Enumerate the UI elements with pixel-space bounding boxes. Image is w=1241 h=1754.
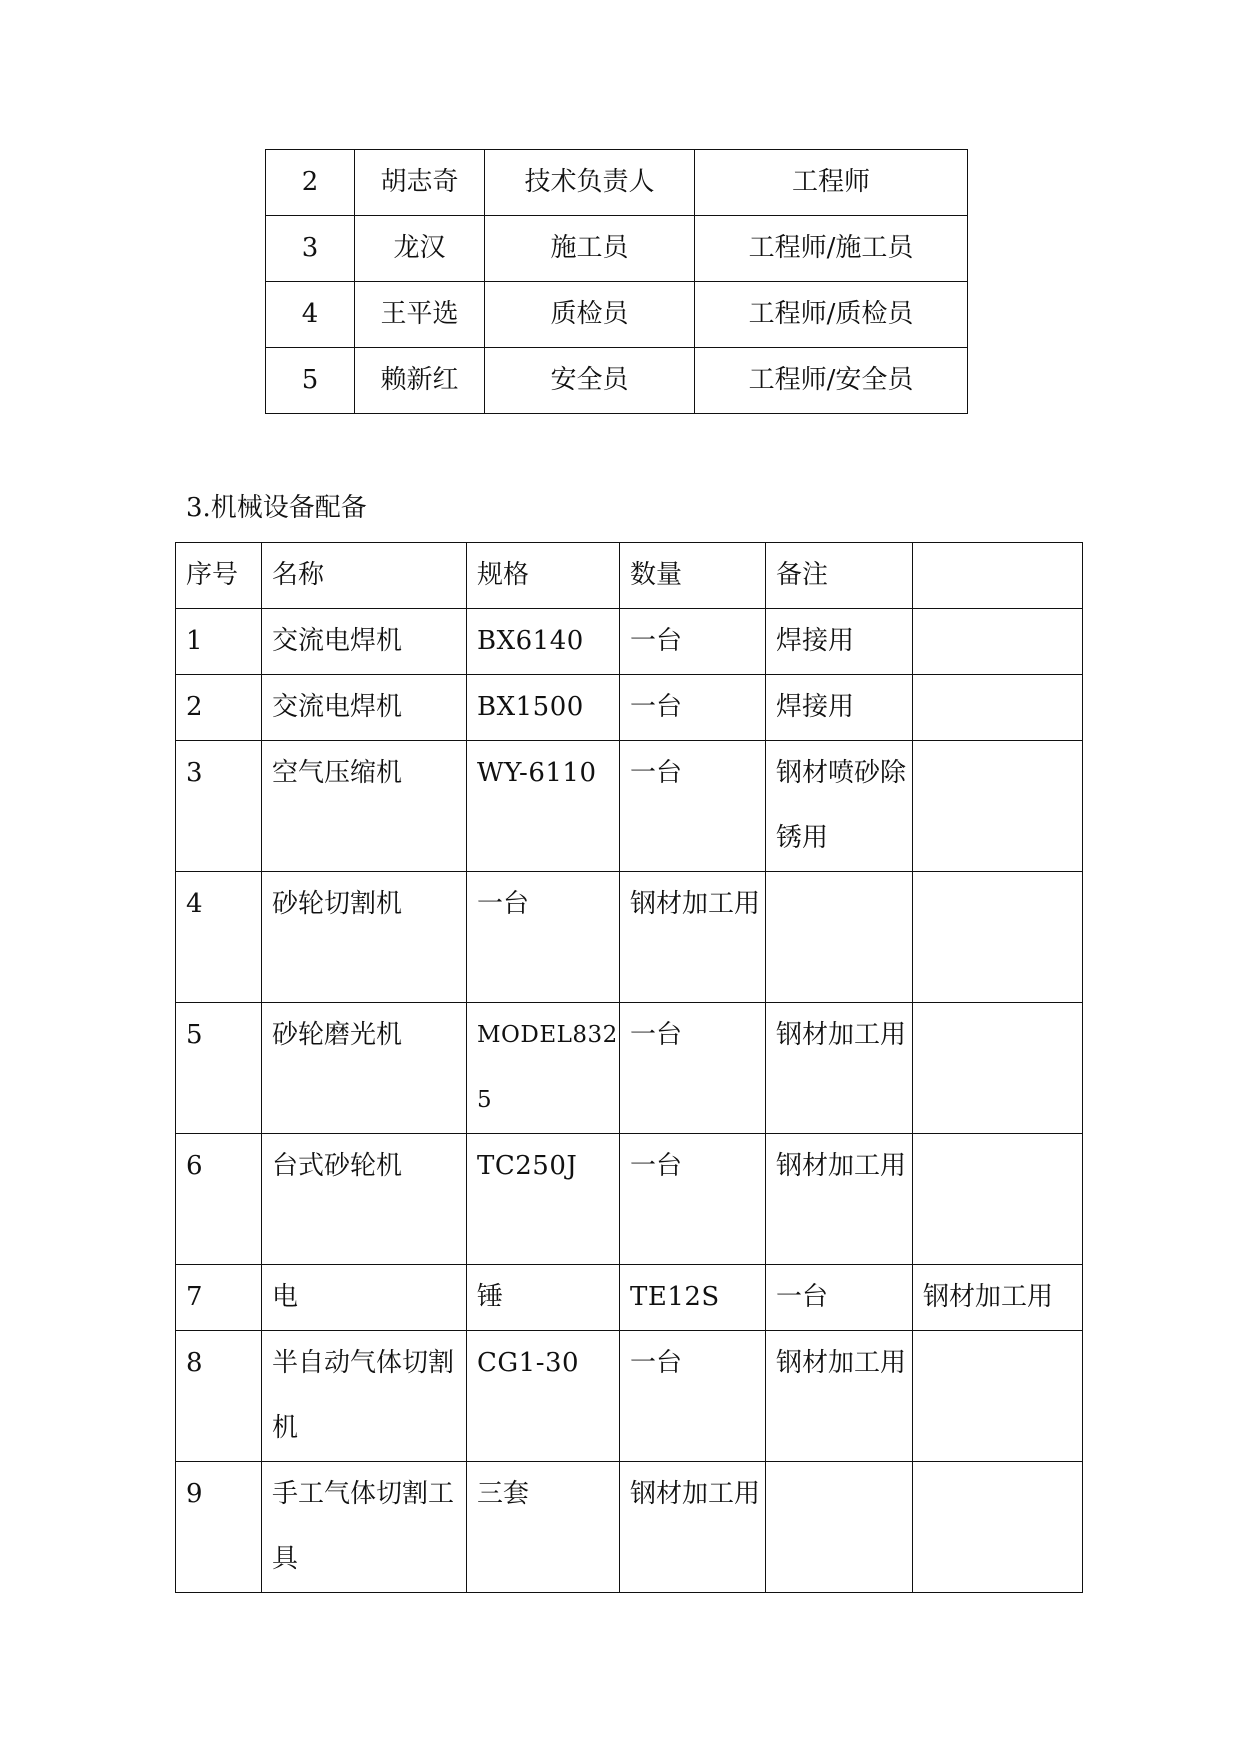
table-cell: 半自动气体切割机 [262, 1331, 467, 1462]
table-cell: 6 [176, 1134, 262, 1265]
table-header-row [176, 543, 1083, 609]
staff-role: 技术负责人 [485, 150, 695, 216]
table-row [176, 1331, 1083, 1462]
staff-role: 安全员 [485, 348, 695, 414]
table-cell: 一台 [620, 1331, 766, 1462]
table-cell [913, 1462, 1083, 1593]
table-row [176, 675, 1083, 741]
staff-title: 工程师/质检员 [695, 282, 968, 348]
table-cell: 空气压缩机 [262, 741, 467, 872]
table-cell: BX6140 [467, 609, 620, 675]
staff-index: 2 [266, 150, 355, 216]
table-row [266, 282, 968, 348]
table-row [176, 1003, 1083, 1134]
header-cell-quantity: 数量 [620, 543, 766, 609]
table-cell: 3 [176, 741, 262, 872]
table-cell: TE12S [620, 1265, 766, 1331]
table-cell: 钢材喷砂除锈用 [766, 741, 913, 872]
table-cell [766, 1462, 913, 1593]
staff-title: 工程师 [695, 150, 968, 216]
header-cell-remark: 备注 [766, 543, 913, 609]
staff-title: 工程师/安全员 [695, 348, 968, 414]
table-cell: 7 [176, 1265, 262, 1331]
table-cell: BX1500 [467, 675, 620, 741]
table-cell: WY-6110 [467, 741, 620, 872]
staff-index: 3 [266, 216, 355, 282]
table-row [176, 1134, 1083, 1265]
header-cell-index: 序号 [176, 543, 262, 609]
header-cell-name: 名称 [262, 543, 467, 609]
staff-role: 施工员 [485, 216, 695, 282]
table-cell: 交流电焊机 [262, 675, 467, 741]
table-cell [913, 741, 1083, 872]
table-row [176, 741, 1083, 872]
table-cell: 钢材加工用 [766, 1134, 913, 1265]
table-cell [913, 675, 1083, 741]
staff-title: 工程师/施工员 [695, 216, 968, 282]
table-row [176, 1265, 1083, 1331]
table-cell: 一台 [620, 1134, 766, 1265]
table-cell: 焊接用 [766, 609, 913, 675]
table-cell [766, 872, 913, 1003]
header-cell-spec: 规格 [467, 543, 620, 609]
table-cell: 焊接用 [766, 675, 913, 741]
table-cell: 三套 [467, 1462, 620, 1593]
staff-name: 胡志奇 [355, 150, 485, 216]
table-cell: 钢材加工用 [620, 1462, 766, 1593]
table-cell: 1 [176, 609, 262, 675]
table-cell [913, 609, 1083, 675]
table-row [266, 150, 968, 216]
table-cell: 一台 [467, 872, 620, 1003]
table-cell [913, 1003, 1083, 1134]
table-row [176, 872, 1083, 1003]
staff-role: 质检员 [485, 282, 695, 348]
equipment-table [175, 542, 1083, 1593]
staff-name: 龙汉 [355, 216, 485, 282]
staff-table [265, 149, 968, 414]
table-cell: 4 [176, 872, 262, 1003]
table-cell: 一台 [620, 675, 766, 741]
header-cell-empty [913, 543, 1083, 609]
table-cell: 8 [176, 1331, 262, 1462]
table-row [266, 216, 968, 282]
staff-index: 5 [266, 348, 355, 414]
staff-name: 王平选 [355, 282, 485, 348]
table-row [176, 609, 1083, 675]
table-cell: CG1-30 [467, 1331, 620, 1462]
table-cell: 钢材加工用 [766, 1003, 913, 1134]
table-cell: 钢材加工用 [913, 1265, 1083, 1331]
table-cell: 砂轮切割机 [262, 872, 467, 1003]
table-cell: 手工气体切割工具 [262, 1462, 467, 1593]
table-row [266, 348, 968, 414]
table-cell [913, 1331, 1083, 1462]
table-cell: 电 [262, 1265, 467, 1331]
table-cell: 9 [176, 1462, 262, 1593]
staff-name: 赖新红 [355, 348, 485, 414]
table-cell: 一台 [620, 1003, 766, 1134]
staff-index: 4 [266, 282, 355, 348]
table-cell: 钢材加工用 [766, 1331, 913, 1462]
table-cell: 钢材加工用 [620, 872, 766, 1003]
section-heading: 3.机械设备配备 [186, 493, 367, 523]
table-cell: 一台 [766, 1265, 913, 1331]
table-cell: 一台 [620, 609, 766, 675]
table-cell: 锤 [467, 1265, 620, 1331]
table-cell: 一台 [620, 741, 766, 872]
table-cell: 2 [176, 675, 262, 741]
table-cell: TC250J [467, 1134, 620, 1265]
table-cell: MODEL8325 [467, 1003, 620, 1134]
table-cell: 砂轮磨光机 [262, 1003, 467, 1134]
table-cell: 交流电焊机 [262, 609, 467, 675]
table-cell: 5 [176, 1003, 262, 1134]
table-cell: 台式砂轮机 [262, 1134, 467, 1265]
table-cell [913, 1134, 1083, 1265]
table-row [176, 1462, 1083, 1593]
table-cell [913, 872, 1083, 1003]
